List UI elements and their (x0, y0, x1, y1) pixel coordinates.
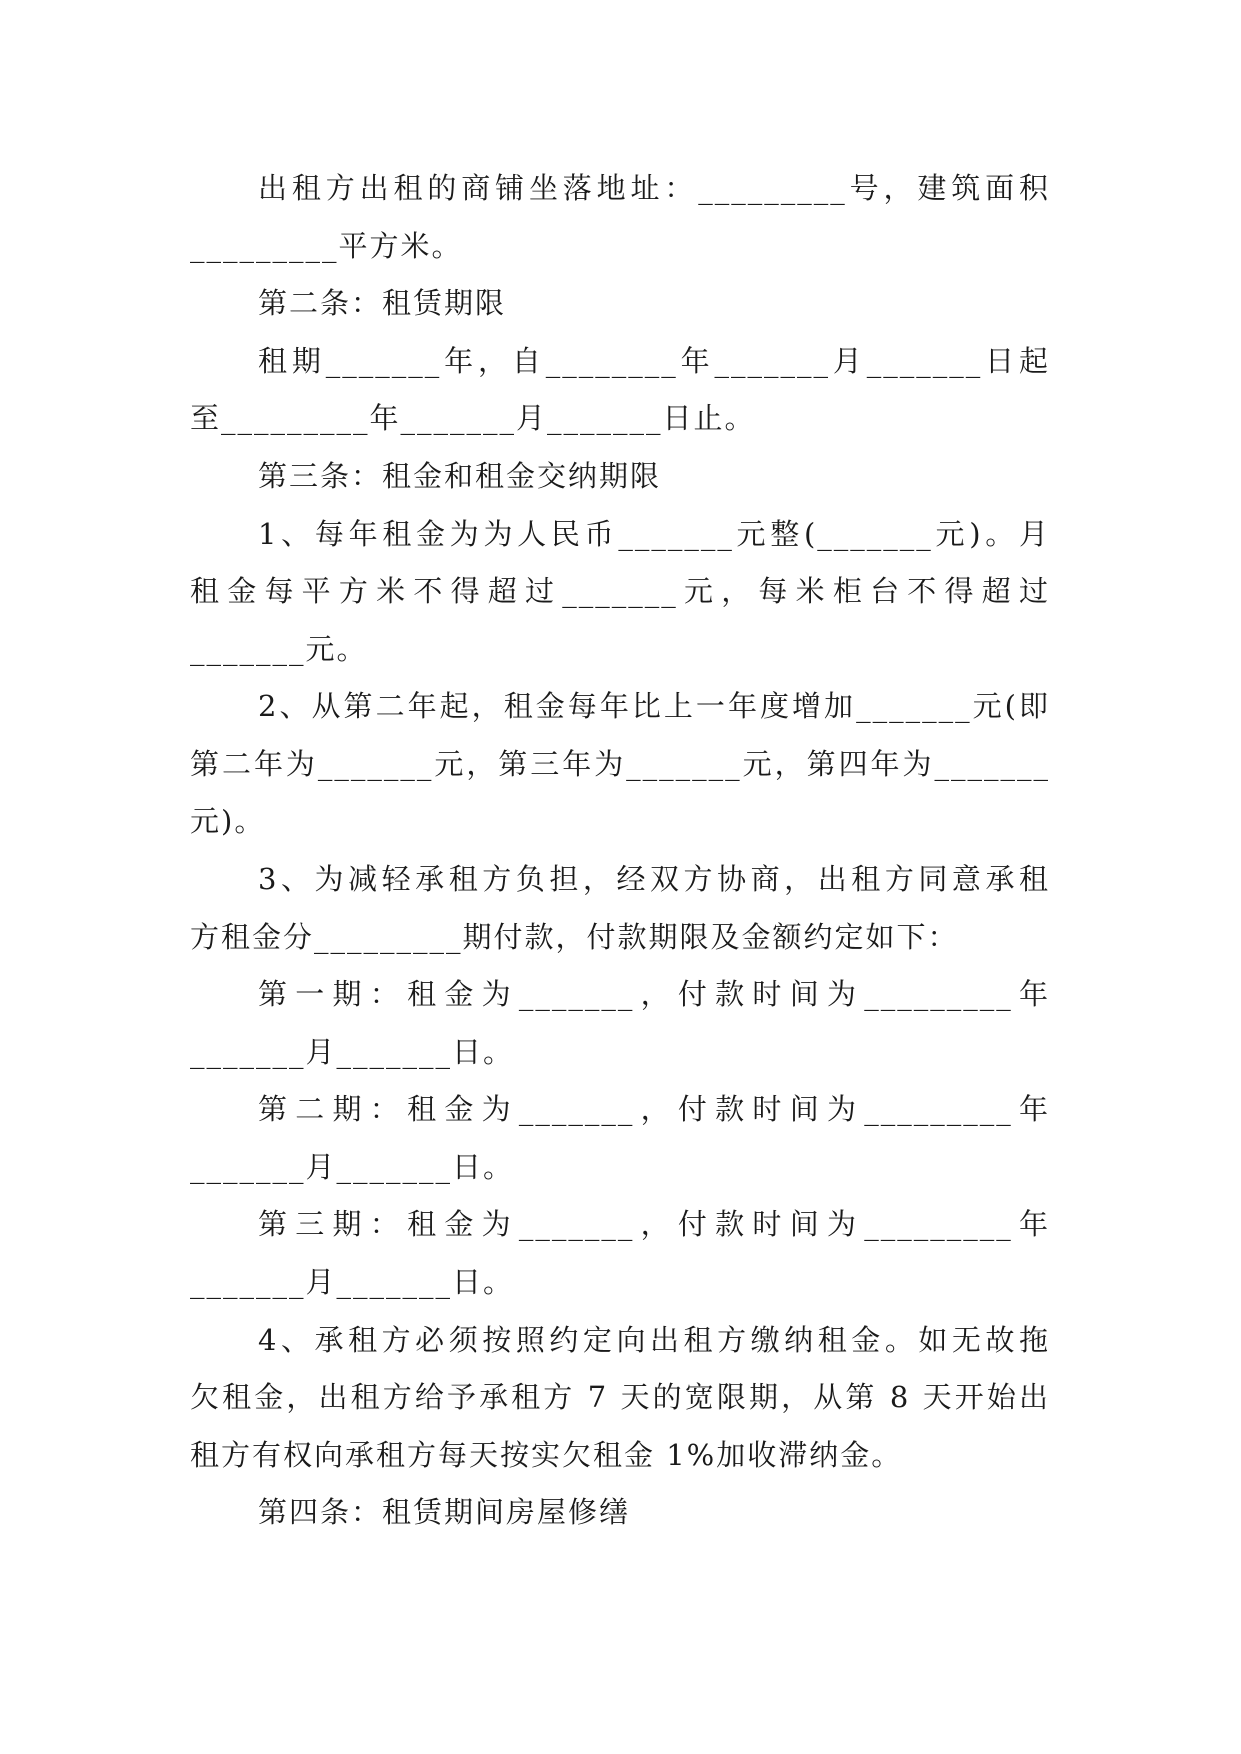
text-line-period-2-date: _______月_______日。 (190, 1150, 515, 1184)
text-line-grace-period: 欠租金，出租方给予承租方 7 天的宽限期，从第 8 天开始出 (190, 1380, 1050, 1414)
text-line-rent-limit: 租金每平方米不得超过_______元，每米柜台不得超过 (190, 574, 1050, 608)
text-line-address: 出租方出租的商铺坐落地址：_________号，建筑面积 (258, 171, 1050, 205)
text-line-late-payment: 4、承租方必须按照约定向出租方缴纳租金。如无故拖 (258, 1323, 1050, 1357)
section-heading-term: 第二条：租赁期限 (258, 286, 507, 320)
text-line-increase: 2、从第二年起，租金每年比上一年度增加_______元(即 (258, 689, 1050, 723)
text-line-annual-rent: 1、每年租金为为人民币_______元整(_______元)。月 (258, 517, 1050, 551)
text-line-installment-terms: 方租金分_________期付款，付款期限及金额约定如下： (190, 920, 959, 954)
section-heading-repairs: 第四条：租赁期间房屋修缮 (258, 1495, 631, 1529)
text-line-rent-limit-end: _______元。 (190, 632, 368, 666)
text-line-late-fee: 租方有权向承租方每天按实欠租金 1%加收滞纳金。 (190, 1438, 903, 1472)
text-line-period-3-date: _______月_______日。 (190, 1265, 515, 1299)
text-line-period-2: 第二期：租金为_______，付款时间为_________年 (258, 1092, 1050, 1126)
section-heading-rent: 第三条：租金和租金交纳期限 (258, 459, 662, 493)
text-line-period-1-date: _______月_______日。 (190, 1035, 515, 1069)
text-line-term-start: 租期_______年，自________年_______月_______日起 (258, 344, 1050, 378)
text-line-yearly-amounts: 第二年为_______元，第三年为_______元，第四年为_______ (190, 747, 1050, 781)
text-line-term-end: 至_________年_______月_______日止。 (190, 401, 756, 435)
text-line-period-1: 第一期：租金为_______，付款时间为_________年 (258, 977, 1050, 1011)
text-line-period-3: 第三期：租金为_______，付款时间为_________年 (258, 1207, 1050, 1241)
text-line-yearly-end: 元)。 (190, 804, 266, 838)
text-line-installment-intro: 3、为减轻承租方负担，经双方协商，出租方同意承租 (258, 862, 1050, 896)
text-line-area: _________平方米。 (190, 229, 463, 263)
